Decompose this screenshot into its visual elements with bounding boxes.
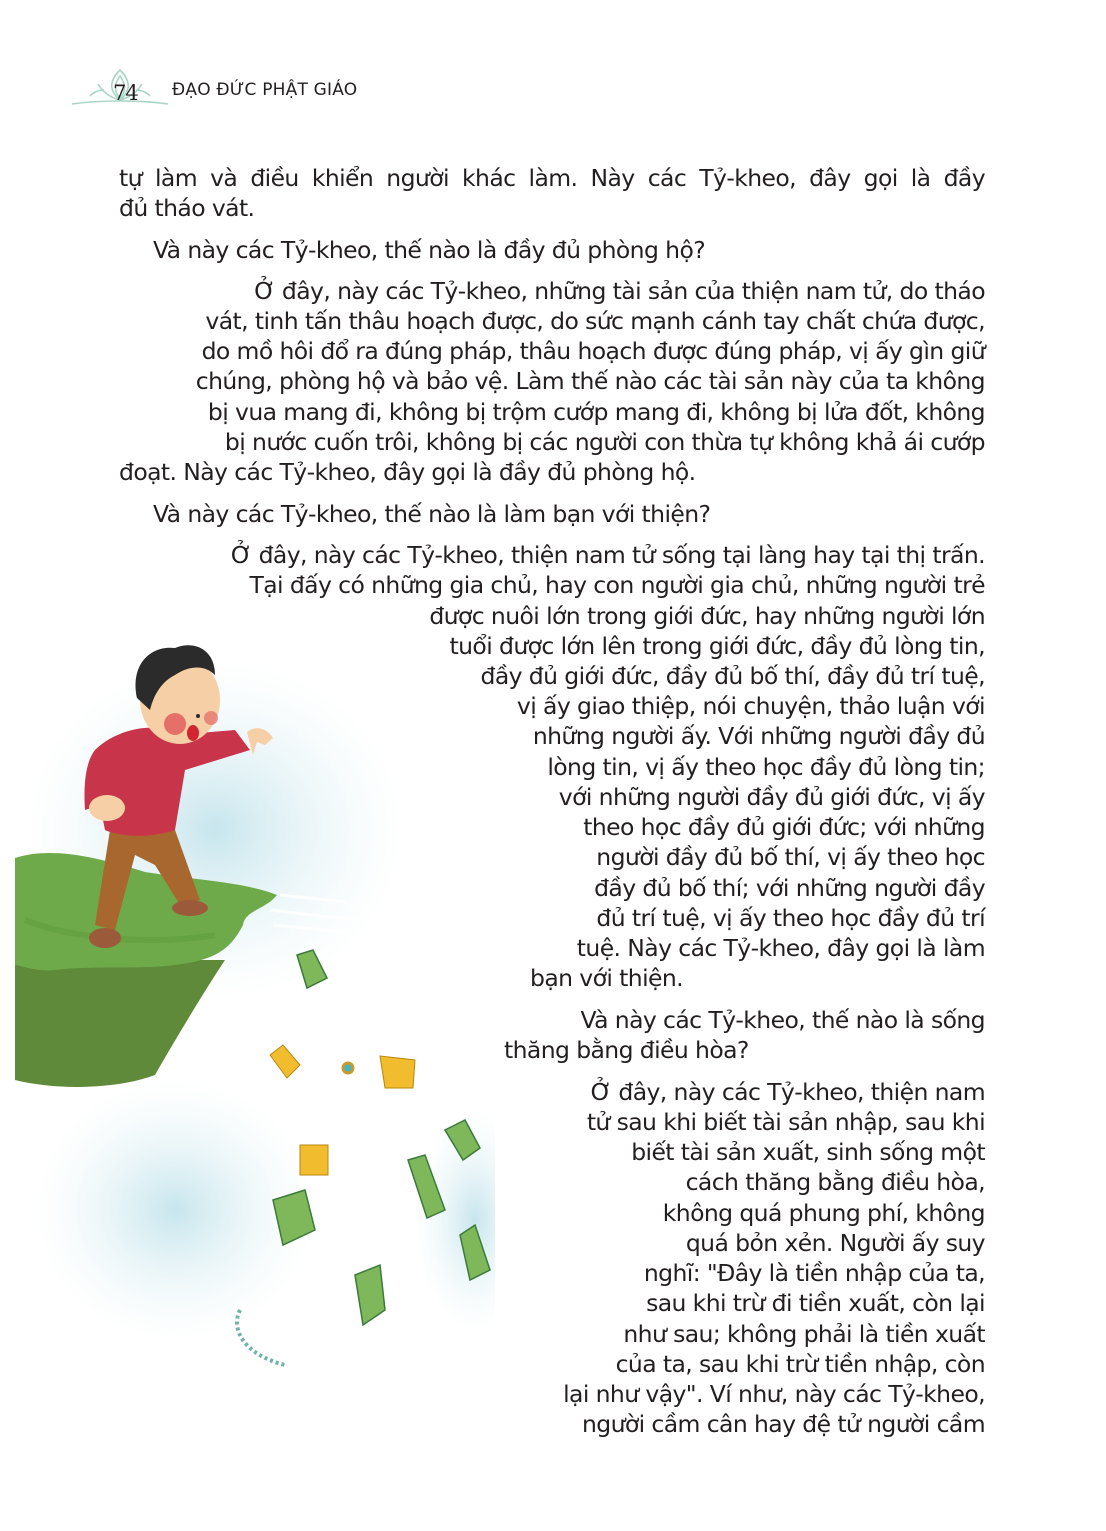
text-line: tuệ. Này các Tỷ-kheo, đây gọi là làm — [576, 934, 985, 962]
text-line: như sau; không phải là tiền xuất — [623, 1320, 985, 1348]
text-line: những người ấy. Với những người đầy đủ — [532, 722, 985, 750]
question-line: Và này các Tỷ-kheo, thế nào là sống — [580, 1006, 985, 1034]
boy-shoe — [172, 900, 208, 916]
text-line: nghĩ: "Đây là tiền nhập của ta, — [643, 1259, 985, 1287]
text-line: người cầm cân hay đệ tử người cầm — [581, 1410, 985, 1438]
text-line: lòng tin, vị ấy theo học đầy đủ lòng tin; — [547, 753, 985, 781]
text-line: Tại đấy có những gia chủ, hay con người gia chủ, những người trẻ — [249, 571, 985, 599]
text-line: biết tài sản xuất, sinh sống một — [631, 1138, 985, 1166]
boy-fist — [89, 795, 125, 821]
text-line: Ở đây, này các Tỷ-kheo, thiện nam — [590, 1078, 985, 1106]
text-line: lại như vậy". Ví như, này các Tỷ-kheo, — [563, 1380, 985, 1408]
text-line: theo học đầy đủ giới đức; với những — [583, 813, 985, 841]
boy-mouth — [187, 725, 199, 741]
text-line: tự làm và điều khiển người khác làm. Này các Tỷ-kheo, đây gọi là đầy — [119, 164, 985, 192]
text-line: vị ấy giao thiệp, nói chuyện, thảo luận với — [516, 692, 985, 720]
text-line: đủ trí tuệ, vị ấy theo học đầy đủ trí — [596, 904, 985, 932]
text-line: bạn với thiện. — [530, 964, 684, 992]
text-line: không quá phung phí, không — [662, 1199, 985, 1227]
boy-shoe — [89, 928, 121, 948]
text-line: cách thăng bằng điều hòa, — [685, 1168, 985, 1196]
text-line: quá bỏn xẻn. Người ấy suy — [685, 1229, 985, 1257]
illustration-boy-on-cliff — [15, 620, 495, 1420]
text-line: Ở đây, này các Tỷ-kheo, thiện nam tử sống tại làng hay tại thị trấn. — [230, 541, 985, 569]
text-line: do mồ hôi đổ ra đúng pháp, thâu hoạch được đúng pháp, vị ấy gìn giữ — [201, 337, 985, 365]
question-line: Và này các Tỷ-kheo, thế nào là đầy đủ phòng hộ? — [153, 236, 706, 264]
text-line: đầy đủ giới đức, đầy đủ bố thí, đầy đủ trí tuệ, — [480, 662, 985, 690]
running-title: ĐẠO ĐỨC PHẬT GIÁO — [172, 80, 358, 100]
text-line: vát, tinh tấn thâu hoạch được, do sức mạnh cánh tay chất chứa được, — [205, 307, 985, 335]
text-line: đoạt. Này các Tỷ-kheo, đây gọi là đầy đủ phòng hộ. — [119, 458, 696, 486]
text-line: tử sau khi biết tài sản nhập, sau khi — [586, 1108, 985, 1136]
question-line: Và này các Tỷ-kheo, thế nào là làm bạn với thiện? — [153, 500, 711, 528]
page-header — [70, 66, 390, 110]
text-line: được nuôi lớn trong giới đức, hay những người lớn — [429, 602, 985, 630]
text-line: bị nước cuốn trôi, không bị các người con thừa tự không khả ái cướp — [224, 428, 985, 456]
text-line: đầy đủ bố thí; với những người đầy — [594, 874, 985, 902]
text-line: bị vua mang đi, không bị trộm cướp mang đi, không bị lửa đốt, không — [207, 398, 985, 426]
text-line: đủ tháo vát. — [119, 194, 255, 222]
page-number: 74 — [113, 81, 138, 105]
text-line: chúng, phòng hộ và bảo vệ. Làm thế nào các tài sản này của ta không — [195, 367, 985, 395]
text-line: sau khi trừ đi tiền xuất, còn lại — [646, 1289, 985, 1317]
text-line: Ở đây, này các Tỷ-kheo, những tài sản của thiện nam tử, do tháo — [254, 277, 985, 305]
text-line: tuổi được lớn lên trong giới đức, đầy đủ lòng tin, — [449, 632, 985, 660]
cliff-side — [15, 960, 225, 1087]
sky-wash — [35, 1080, 315, 1340]
text-line: người đầy đủ bố thí, vị ấy theo học — [596, 843, 985, 871]
question-line: thăng bằng điều hòa? — [504, 1036, 749, 1064]
text-line: của ta, sau khi trừ tiền nhập, còn — [615, 1350, 985, 1378]
text-line: với những người đầy đủ giới đức, vị ấy — [558, 783, 985, 811]
